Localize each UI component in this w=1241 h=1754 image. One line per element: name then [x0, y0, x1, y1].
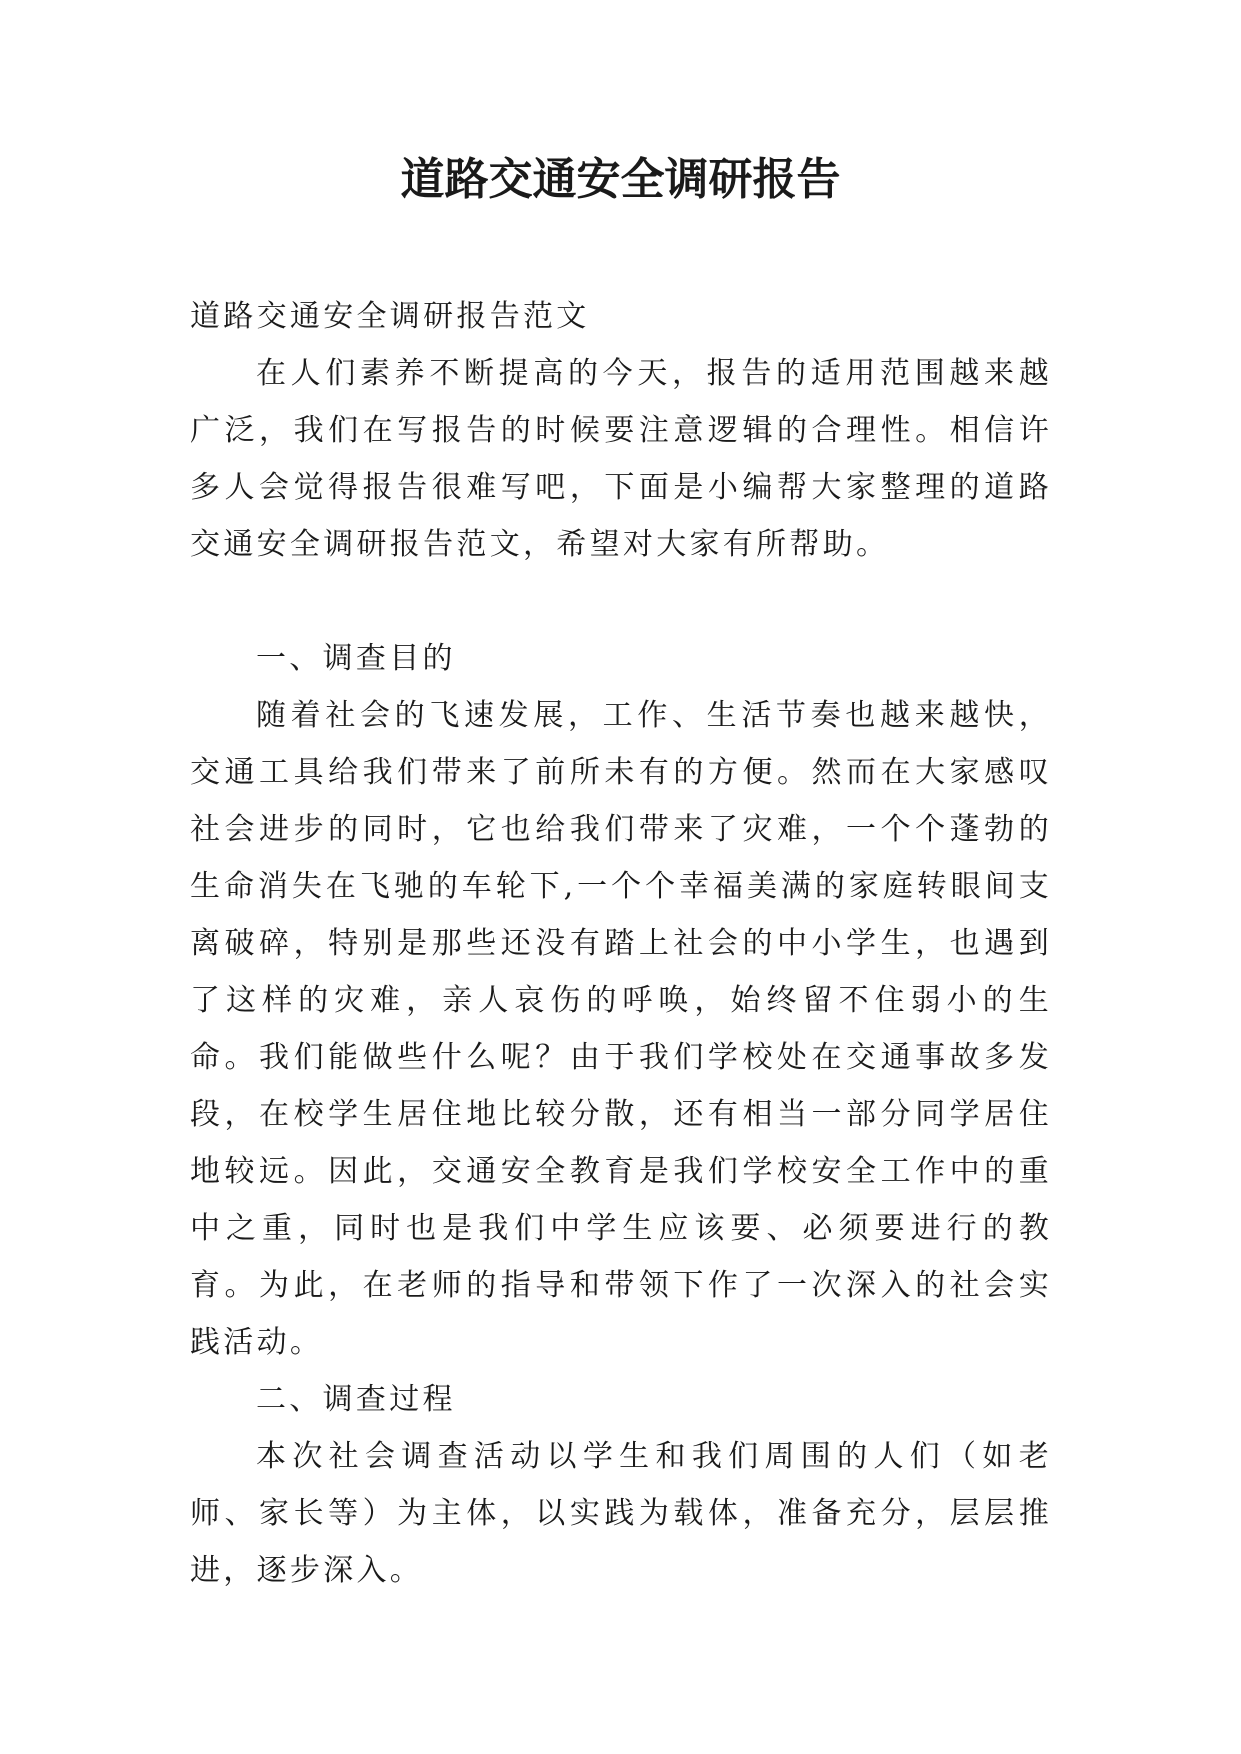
- section-1-heading: 一、调查目的: [256, 641, 456, 676]
- section-2-body: 本次社会调查活动以学生和我们周围的人们（如老师、家长等）为主体，以实践为载体，准备充分，层层推进，逐步深入。: [190, 1439, 1052, 1588]
- document-body: [190, 288, 1052, 1599]
- section-1-body: 随着社会的飞速发展，工作、生活节奏也越来越快，交通工具给我们带来了前所未有的方便。然而在大家感叹社会进步的同时，它也给我们带来了灾难，一个个蓬勃的生命消失在飞驰的车轮下,一个个幸福美满的家庭转眼间支离破碎，特别是那些还没有踏上社会的中小学生，也遇到了这样的灾难，亲人哀伤的呼唤，始终留不住弱小的生命。我们能做些什么呢？由于我们学校处在交通事故多发段，在校学生居住地比较分散，还有相当一部分同学居住地较远。因此，交通安全教育是我们学校安全工作中的重中之重，同时也是我们中学生应该要、必须要进行的教育。为此，在老师的指导和带领下作了一次深入的社会实践活动。: [190, 698, 1052, 1360]
- section-2-heading: 二、调查过程: [256, 1382, 456, 1417]
- paragraph-spacer: [190, 573, 1052, 630]
- intro-paragraph: 在人们素养不断提高的今天，报告的适用范围越来越广泛，我们在写报告的时候要注意逻辑的合理性。相信许多人会觉得报告很难写吧，下面是小编帮大家整理的道路交通安全调研报告范文，希望对大家有所帮助。: [190, 356, 1052, 562]
- document-title: 道路交通安全调研报告: [400, 154, 841, 205]
- document-subtitle: 道路交通安全调研报告范文: [190, 299, 590, 334]
